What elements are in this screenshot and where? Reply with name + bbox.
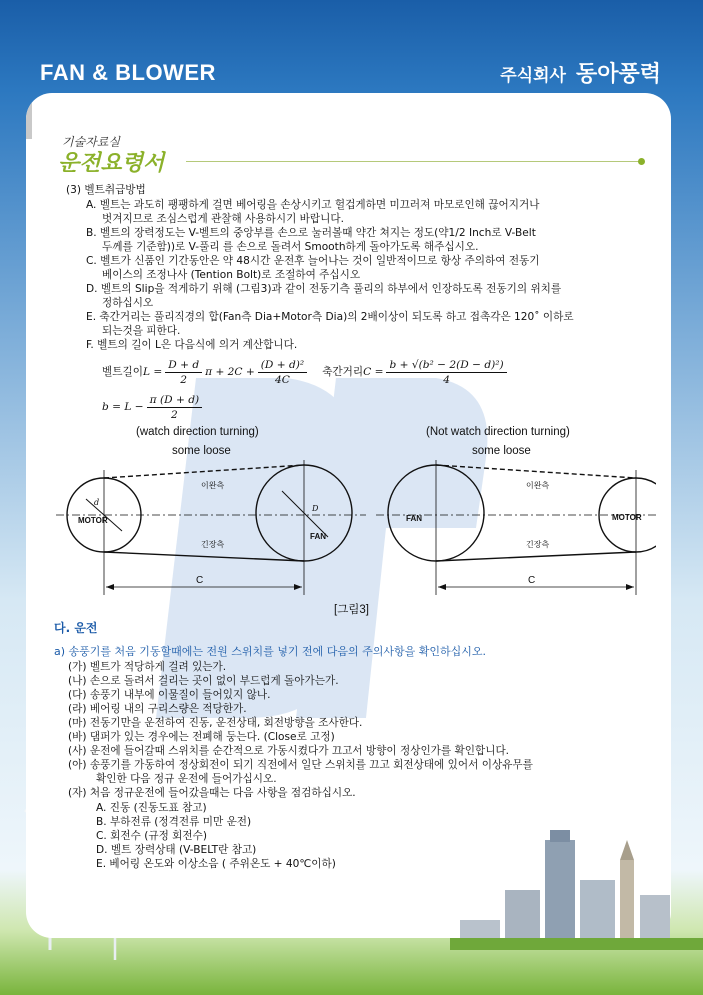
company-name: 동아풍력 (575, 62, 661, 87)
operation-intro: a) 송풍기를 처음 기동할때에는 전원 스위치를 넣기 전에 다음의 주의사항을 확인하십시오. (54, 645, 487, 658)
belt-item-e-1: E. 축간거리는 풀리직경의 합(Fan측 Dia+Motor측 Dia)의 2배이상이 되도록 하고 접촉각은 120˚ 이하로 (86, 311, 574, 323)
belt-item-c-1: C. 벨트가 신품인 기간동안은 약 48시간 운전후 늘어나는 것이 일반적이므로 항상 주의하여 전동기 (86, 255, 540, 267)
check-e: E. 베어링 온도와 이상소음 ( 주위온도 + 40℃이하) (96, 858, 336, 870)
op-item-2: (나) 손으로 돌려서 걸리는 곳이 없이 부드럽게 돌아가는가. (68, 675, 339, 687)
op-item-1: (가) 벨트가 적당하게 걸려 있는가. (68, 661, 227, 673)
title-divider-dot (638, 158, 645, 165)
title-divider (186, 161, 641, 162)
formula-length-label: 벨트길이 (102, 366, 143, 378)
right-loose-side-label: 이완측 (526, 481, 550, 490)
section-accent-bar (26, 97, 32, 139)
content-card (26, 93, 671, 938)
op-item-7: (사) 운전에 들어갈때 스위치를 순간적으로 가동시켰다가 끄고서 방향이 정상인가를 확인합니다. (68, 745, 510, 757)
belt-item-d-2: 정하십시오 (102, 297, 154, 309)
belt-item-a-1: A. 벨트는 과도히 팽팽하게 걸면 베어링을 손상시키고 헐겁게하면 미끄러져 마모로인해 끊어지거나 (86, 199, 540, 211)
header (0, 0, 703, 100)
op-item-5: (마) 전동기만을 운전하여 진동, 운전상태, 회전방향을 조사한다. (68, 717, 363, 729)
check-b: B. 부하전류 (정격전류 미만 운전) (96, 816, 252, 828)
left-caption-loose: some loose (172, 445, 231, 457)
op-item-3: (다) 송풍기 내부에 이물질이 들어있지 않나. (68, 689, 271, 701)
left-loose-side-label: 이완측 (201, 481, 225, 490)
right-caption-direction: (Not watch direction turning) (426, 426, 570, 438)
check-c: C. 회전수 (규정 회전수) (96, 830, 208, 842)
product-title: FAN & BLOWER (40, 60, 216, 85)
op-item-9: (자) 처음 정규운전에 들어갔을때는 다음 사항을 점검하십시오. (68, 787, 356, 799)
operation-title: 다. 운전 (54, 621, 98, 635)
left-fan-label: FAN (310, 532, 326, 541)
right-caption-loose: some loose (472, 445, 531, 457)
belt-heading: (3) 벨트취급방법 (66, 184, 146, 196)
right-c-label: C (528, 575, 536, 586)
formula-b: b = L − $\frac{\pi (D + d)}{2}$ (102, 392, 205, 422)
city-buildings-icon (450, 820, 703, 950)
d-small-label: d (94, 498, 100, 507)
left-caption-direction: (watch direction turning) (136, 426, 259, 438)
right-fan-label: FAN (406, 514, 422, 523)
company-logo (500, 57, 661, 88)
belt-item-f: F. 벨트의 길이 L은 다음식에 의거 계산합니다. (86, 339, 298, 351)
section-sub-label: 기술자료실 (62, 135, 120, 149)
belt-item-d-1: D. 벨트의 Slip을 적게하기 위해 (그림3)과 같이 전동기측 풀리의 하부에서 인장하도록 전동기의 위치를 (86, 283, 562, 295)
belt-item-b-1: B. 벨트의 장력정도는 V-벨트의 중앙부를 손으로 눌러볼때 약간 쳐지는 정도(약1/2 Inch로 V-Belt (86, 227, 536, 239)
belt-item-b-2: 두께를 기준함))로 V-풀리 를 손으로 돌려서 Smooth하게 돌아가도록 해주십시오. (102, 241, 479, 253)
company-prefix: 주식회사 (500, 66, 566, 86)
d-large-label: D (312, 504, 319, 513)
op-item-8: (아) 송풍기를 가동하여 정상회전이 되기 직전에서 일단 스위치를 끄고 회전상태에 있어서 이상유무를 (68, 759, 533, 771)
page-title: 운전요령서 (58, 151, 165, 176)
right-tight-side-label: 긴장측 (526, 540, 550, 549)
belt-diagram (56, 455, 656, 605)
formula-length: 벨트길이 L = $\frac{D + d}{2}$ π + 2C + $\frac{\text{(D + d)²}}{4C}$ 축간거리 C = $\frac{\text{b + √(b² − 2(D − d)²)}}{4}$ (102, 356, 510, 388)
op-item-8-cont: 확인한 다음 정규 운전에 들어가십시오. (96, 773, 277, 785)
belt-item-a-2: 벗겨지므로 조심스럽게 관찰해 사용하시기 바랍니다. (102, 213, 344, 225)
left-tight-side-label: 긴장측 (201, 540, 225, 549)
left-c-label: C (196, 575, 204, 586)
op-item-4: (라) 베어링 내의 구리스량은 적당한가. (68, 703, 247, 715)
belt-item-c-2: 베이스의 조정나사 (Tention Bolt)로 조절하여 주십시오 (102, 269, 361, 281)
op-item-6: (바) 댐퍼가 있는 경우에는 전폐해 둥는다. (Close로 고정) (68, 731, 335, 743)
formula-center-label: 축간거리 (322, 366, 364, 378)
right-motor-label: MOTOR (612, 513, 642, 522)
belt-item-e-2: 되는것을 피한다. (102, 325, 181, 337)
check-d: D. 벨트 장력상태 (V-BELT란 참고) (96, 844, 257, 856)
left-motor-label: MOTOR (78, 516, 108, 525)
check-a: A. 진동 (진동도표 참고) (96, 802, 207, 814)
figure-caption: [그림3] (334, 604, 370, 616)
